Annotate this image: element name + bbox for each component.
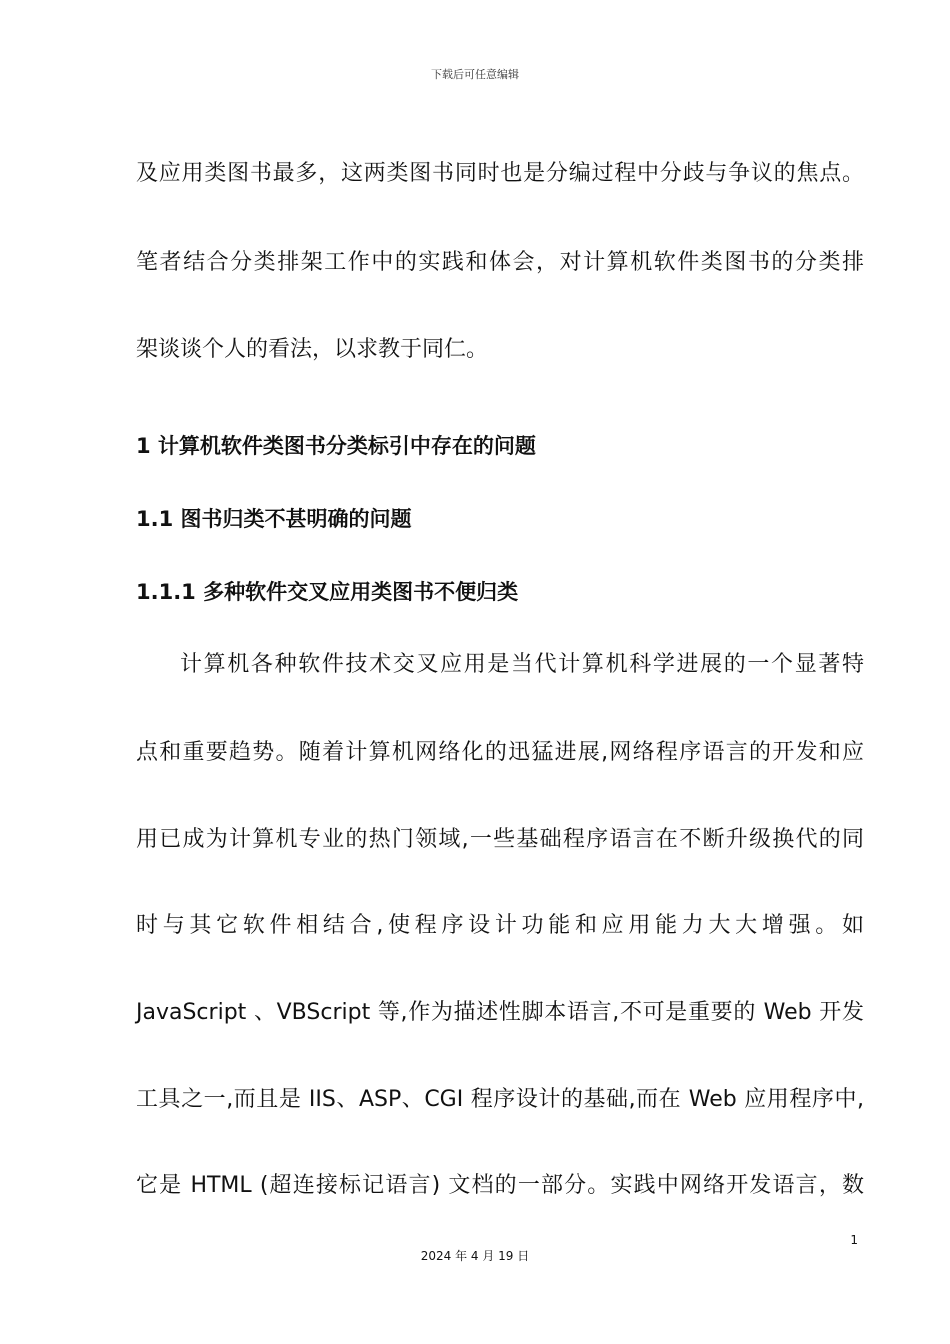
page-number: 1	[850, 1233, 858, 1247]
paragraph-line: 计算机各种软件技术交叉应用是当代计算机科学进展的一个显著特	[180, 652, 864, 677]
paragraph-line: 时与其它软件相结合,使程序设计功能和应用能力大大增强。如	[136, 913, 864, 938]
paragraph-line: 它是 HTML (超连接标记语言) 文档的一部分。实践中网络开发语言，数	[136, 1173, 864, 1198]
footer-date: 2024 年 4 月 19 日	[420, 1249, 530, 1263]
paragraph-line: 点和重要趋势。随着计算机网络化的迅猛进展,网络程序语言的开发和应	[136, 740, 864, 765]
section-heading: 1 计算机软件类图书分类标引中存在的问题	[136, 434, 536, 458]
paragraph-line: 及应用类图书最多，这两类图书同时也是分编过程中分歧与争议的焦点。	[136, 161, 864, 186]
subsection-heading: 1.1 图书归类不甚明确的问题	[136, 507, 412, 531]
header-note: 下载后可任意编辑	[431, 68, 519, 81]
subsubsection-heading: 1.1.1 多种软件交叉应用类图书不便归类	[136, 580, 519, 604]
paragraph-line: 笔者结合分类排架工作中的实践和体会，对计算机软件类图书的分类排	[136, 250, 864, 275]
paragraph-line: 用已成为计算机专业的热门领域,一些基础程序语言在不断升级换代的同	[136, 827, 864, 852]
paragraph-line: 工具之一,而且是 IIS、ASP、CGI 程序设计的基础,而在 Web 应用程序中,	[136, 1087, 864, 1112]
paragraph-line: JavaScript 、VBScript 等,作为描述性脚本语言,不可是重要的 Web 开发	[136, 1000, 864, 1025]
paragraph-line: 架谈谈个人的看法，以求教于同仁。	[136, 337, 489, 362]
